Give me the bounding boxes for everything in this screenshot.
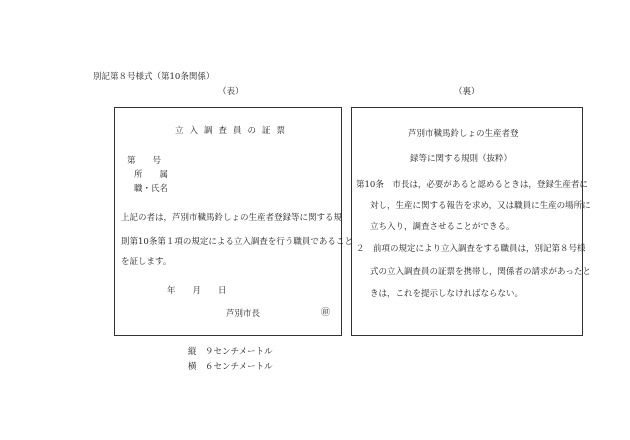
form-label: 別記第８号様式（第10条関係） xyxy=(93,72,215,82)
size-note-width: 横 ６センチメートル xyxy=(188,362,273,372)
back-heading-line-2: 録等に関する規則（抜粋） xyxy=(410,154,513,164)
front-position-name-line: 職・氏名 xyxy=(134,184,169,194)
front-number-line: 第 号 xyxy=(127,156,162,166)
front-affiliation-line: 所 属 xyxy=(134,170,169,180)
front-title: 立入調査員の証票 xyxy=(175,126,292,136)
back-article-line-6: きは，これを提示しなければならない。 xyxy=(370,289,524,299)
front-seal: ㊞ xyxy=(321,308,331,318)
front-body-line-2: 則第10条第１項の規定による立入調査を行う職員であること xyxy=(121,237,353,247)
front-side-label: （表） xyxy=(218,87,244,97)
back-article-line-2: 対し，生産に関する報告を求め，又は職員に生産の場所に xyxy=(370,201,591,211)
front-body-line-3: を証します。 xyxy=(121,257,172,267)
front-body-line-1: 上記の者は，芦別市穢馬鈴しょの生産者登録等に関する規 xyxy=(121,213,343,223)
front-issuer: 芦別市長 xyxy=(226,309,261,319)
back-article-line-1: 第10条 市長は，必要があると認めるときは，登録生産者に xyxy=(356,180,588,190)
back-article-line-4: ２ 前項の規定により立入調査をする職員は，別記第８号様 xyxy=(356,244,586,254)
size-note-height: 縦 ９センチメートル xyxy=(188,347,273,357)
back-side-label: （裏） xyxy=(454,87,480,97)
back-article-line-5: 式の立入調査員の証票を携帯し，関係者の請求があったと xyxy=(370,267,591,277)
back-article-line-3: 立ち入り，調査させることができる。 xyxy=(370,222,515,232)
front-date-line: 年 月 日 xyxy=(167,286,227,296)
back-heading-line-1: 芦別市穢馬鈴しょの生産者登 xyxy=(408,129,519,139)
